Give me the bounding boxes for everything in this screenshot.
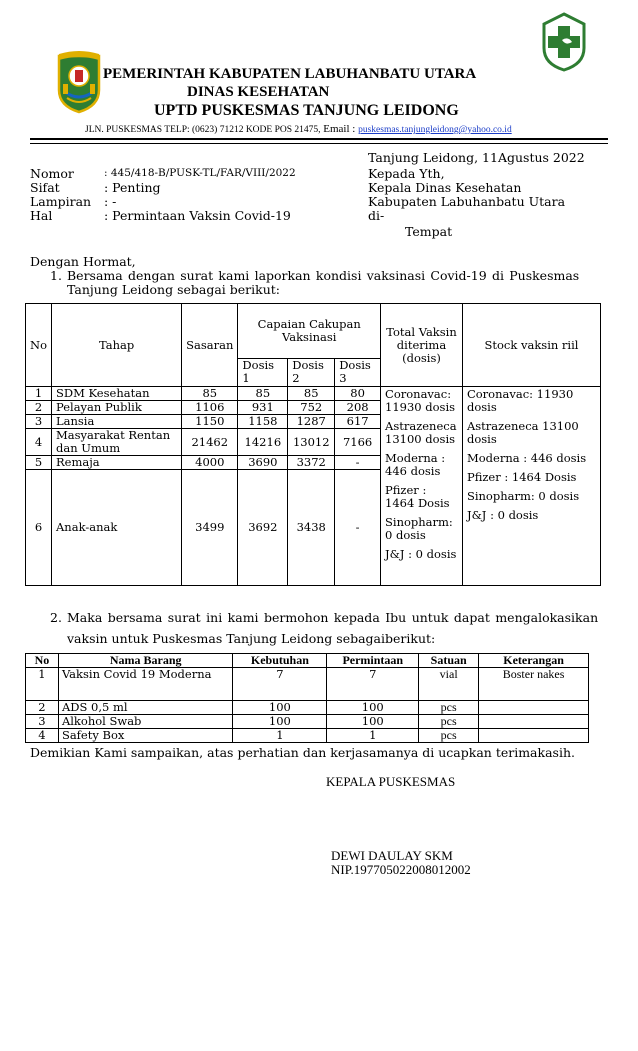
cell-tahap: Pelayan Publik — [52, 401, 182, 415]
stock-item: Pfizer : 1464 Dosis — [466, 470, 577, 484]
cell-dosis3: - — [335, 470, 381, 586]
header-satuan: Satuan — [419, 654, 479, 668]
sifat-label: Sifat — [30, 180, 60, 195]
cell-dosis1: 14216 — [238, 429, 288, 456]
signature-name: DEWI DAULAY SKM — [331, 848, 453, 863]
recipient-line2: Kepala Dinas Kesehatan — [368, 180, 522, 195]
header-tahap: Tahap — [52, 304, 182, 387]
header-total-received: Total Vaksin diterima (dosis) — [381, 304, 463, 387]
stock-item: J&J : 0 dosis — [466, 508, 539, 522]
paragraph1-line1: Bersama dengan surat kami laporkan kondisi vaksinasi Covid-19 di Puskesmas — [67, 268, 580, 283]
regency-logo-icon — [55, 50, 103, 114]
paragraph1-line2: Tanjung Leidong sebagai berikut: — [67, 282, 280, 297]
cell-tahap: Remaja — [52, 456, 182, 470]
total-received-item: Moderna : 446 dosis — [385, 451, 446, 478]
cell-permintaan: 100 — [327, 715, 419, 729]
cell-dosis2: 3372 — [288, 456, 335, 470]
cell-satuan: pcs — [419, 701, 479, 715]
stock-item: Astrazeneca 13100 dosis — [466, 419, 579, 446]
cell-sasaran: 1106 — [182, 401, 238, 415]
cell-nama-barang: Alkohol Swab — [58, 715, 233, 729]
cell-dosis2: 85 — [288, 387, 335, 401]
cell-keterangan: Boster nakes — [479, 668, 589, 701]
cell-dosis3: 617 — [335, 415, 381, 429]
cell-dosis2: 13012 — [288, 429, 335, 456]
total-received-item: Coronavac: 11930 dosis — [385, 387, 456, 414]
cell-no: 3 — [26, 415, 52, 429]
cell-kebutuhan: 100 — [233, 715, 327, 729]
stock-item: Coronavac: 11930 dosis — [466, 387, 574, 414]
cell-satuan: pcs — [419, 715, 479, 729]
letterhead-address — [85, 123, 512, 135]
header-permintaan: Permintaan — [327, 654, 419, 668]
lampiran-label: Lampiran — [30, 194, 92, 209]
paragraph2-line2: vaksin untuk Puskesmas Tanjung Leidong sebagaiberikut: — [67, 631, 436, 646]
salutation: Dengan Hormat, — [30, 254, 136, 269]
nomor-value: : 445/418-B/PUSK-TL/FAR/VIII/2022 — [104, 167, 296, 179]
header-dosis3: Dosis 3 — [335, 359, 381, 387]
cell-no: 4 — [26, 429, 52, 456]
cell-dosis2: 3438 — [288, 470, 335, 586]
cell-no: 4 — [26, 729, 59, 743]
cell-sasaran: 85 — [182, 387, 238, 401]
cell-tahap: Lansia — [52, 415, 182, 429]
email-label: Email : — [320, 123, 359, 135]
header-dosis1: Dosis 1 — [238, 359, 288, 387]
table-row — [26, 701, 589, 715]
stock-cell — [462, 387, 600, 586]
recipient-line3: Kabupaten Labuhanbatu Utara — [368, 194, 566, 209]
cell-dosis1: 3690 — [238, 456, 288, 470]
letterhead-rule-thin — [30, 143, 608, 144]
cell-kebutuhan: 7 — [233, 668, 327, 701]
hal-label: Hal — [30, 208, 53, 223]
cell-satuan: vial — [419, 668, 479, 701]
cell-dosis2: 752 — [288, 401, 335, 415]
hal-value: : Permintaan Vaksin Covid-19 — [104, 208, 291, 223]
paragraph2-line1: Maka bersama surat ini kami bermohon kepada Ibu untuk dapat mengalokasikan — [67, 610, 599, 625]
cell-dosis3: 208 — [335, 401, 381, 415]
cell-permintaan: 100 — [327, 701, 419, 715]
cell-kebutuhan: 1 — [233, 729, 327, 743]
letter-date: Tanjung Leidong, 11Agustus 2022 — [368, 150, 585, 165]
cell-no: 5 — [26, 456, 52, 470]
cell-nama-barang: Vaksin Covid 19 Moderna — [58, 668, 233, 701]
cell-tahap: SDM Kesehatan — [52, 387, 182, 401]
vaccination-coverage-table — [25, 303, 601, 586]
total-received-item: J&J : 0 dosis — [385, 547, 457, 561]
paragraph2-number: 2. — [50, 610, 62, 625]
header-no: No — [26, 654, 59, 668]
cell-no: 2 — [26, 401, 52, 415]
header-dosis2: Dosis 2 — [288, 359, 335, 387]
signature-title: KEPALA PUSKESMAS — [326, 774, 456, 789]
cell-dosis2: 1287 — [288, 415, 335, 429]
stock-item: Sinopharm: 0 dosis — [466, 489, 580, 503]
lampiran-value: : - — [104, 194, 117, 209]
cell-keterangan — [479, 729, 589, 743]
stock-item: Moderna : 446 dosis — [466, 451, 587, 465]
cell-dosis1: 85 — [238, 387, 288, 401]
cell-no: 3 — [26, 715, 59, 729]
cell-permintaan: 1 — [327, 729, 419, 743]
total-received-item: Astrazeneca 13100 dosis — [385, 419, 457, 446]
address-text: JLN. PUSKESMAS TELP: (0623) 71212 KODE POS 21475, — [85, 125, 321, 135]
closing-sentence: Demikian Kami sampaikan, atas perhatian dan kerjasamanya di ucapkan terimakasih. — [30, 745, 575, 760]
cell-no: 1 — [26, 387, 52, 401]
header-capaian: Capaian Cakupan Vaksinasi — [238, 304, 381, 359]
recipient-line1: Kepada Yth, — [368, 166, 445, 181]
paragraph1-number: 1. — [50, 268, 62, 283]
cell-dosis3: 80 — [335, 387, 381, 401]
table-row — [26, 729, 589, 743]
total-received-cell — [381, 387, 463, 586]
total-received-item: Sinopharm: 0 dosis — [385, 515, 453, 542]
cell-no: 6 — [26, 470, 52, 586]
cell-tahap: Masyarakat Rentan dan Umum — [52, 429, 182, 456]
cell-keterangan — [479, 701, 589, 715]
table-row — [26, 715, 589, 729]
cell-nama-barang: Safety Box — [58, 729, 233, 743]
header-kebutuhan: Kebutuhan — [233, 654, 327, 668]
cell-dosis1: 931 — [238, 401, 288, 415]
nomor-label: Nomor — [30, 166, 74, 181]
total-received-item: Pfizer : 1464 Dosis — [385, 483, 450, 510]
cell-sasaran: 1150 — [182, 415, 238, 429]
letterhead-government: PEMERINTAH KABUPATEN LABUHANBATU UTARA — [103, 66, 477, 82]
cell-dosis1: 3692 — [238, 470, 288, 586]
cell-kebutuhan: 100 — [233, 701, 327, 715]
signature-nip: NIP.197705022008012002 — [331, 862, 471, 877]
header-keterangan: Keterangan — [479, 654, 589, 668]
cell-sasaran: 21462 — [182, 429, 238, 456]
health-ministry-logo-icon — [540, 12, 588, 72]
header-stock: Stock vaksin riil — [462, 304, 600, 387]
header-sasaran: Sasaran — [182, 304, 238, 387]
sifat-value: : Penting — [104, 180, 161, 195]
cell-tahap: Anak-anak — [52, 470, 182, 586]
cell-dosis3: - — [335, 456, 381, 470]
cell-sasaran: 4000 — [182, 456, 238, 470]
letterhead-unit: UPTD PUSKESMAS TANJUNG LEIDONG — [154, 102, 459, 119]
cell-permintaan: 7 — [327, 668, 419, 701]
email-link[interactable]: puskesmas.tanjungleidong@yahoo.co.id — [358, 125, 512, 135]
cell-nama-barang: ADS 0,5 ml — [58, 701, 233, 715]
cell-no: 2 — [26, 701, 59, 715]
letterhead-rule — [30, 138, 608, 140]
letterhead-department: DINAS KESEHATAN — [187, 84, 330, 100]
cell-keterangan — [479, 715, 589, 729]
cell-dosis1: 1158 — [238, 415, 288, 429]
recipient-line5: Tempat — [405, 224, 453, 239]
recipient-line4: di- — [368, 208, 385, 223]
header-nama-barang: Nama Barang — [58, 654, 233, 668]
vaccine-request-table — [25, 653, 589, 743]
table-row — [26, 387, 601, 401]
cell-sasaran: 3499 — [182, 470, 238, 586]
cell-no: 1 — [26, 668, 59, 701]
cell-satuan: pcs — [419, 729, 479, 743]
table-row — [26, 668, 589, 701]
header-no: No — [26, 304, 52, 387]
cell-dosis3: 7166 — [335, 429, 381, 456]
